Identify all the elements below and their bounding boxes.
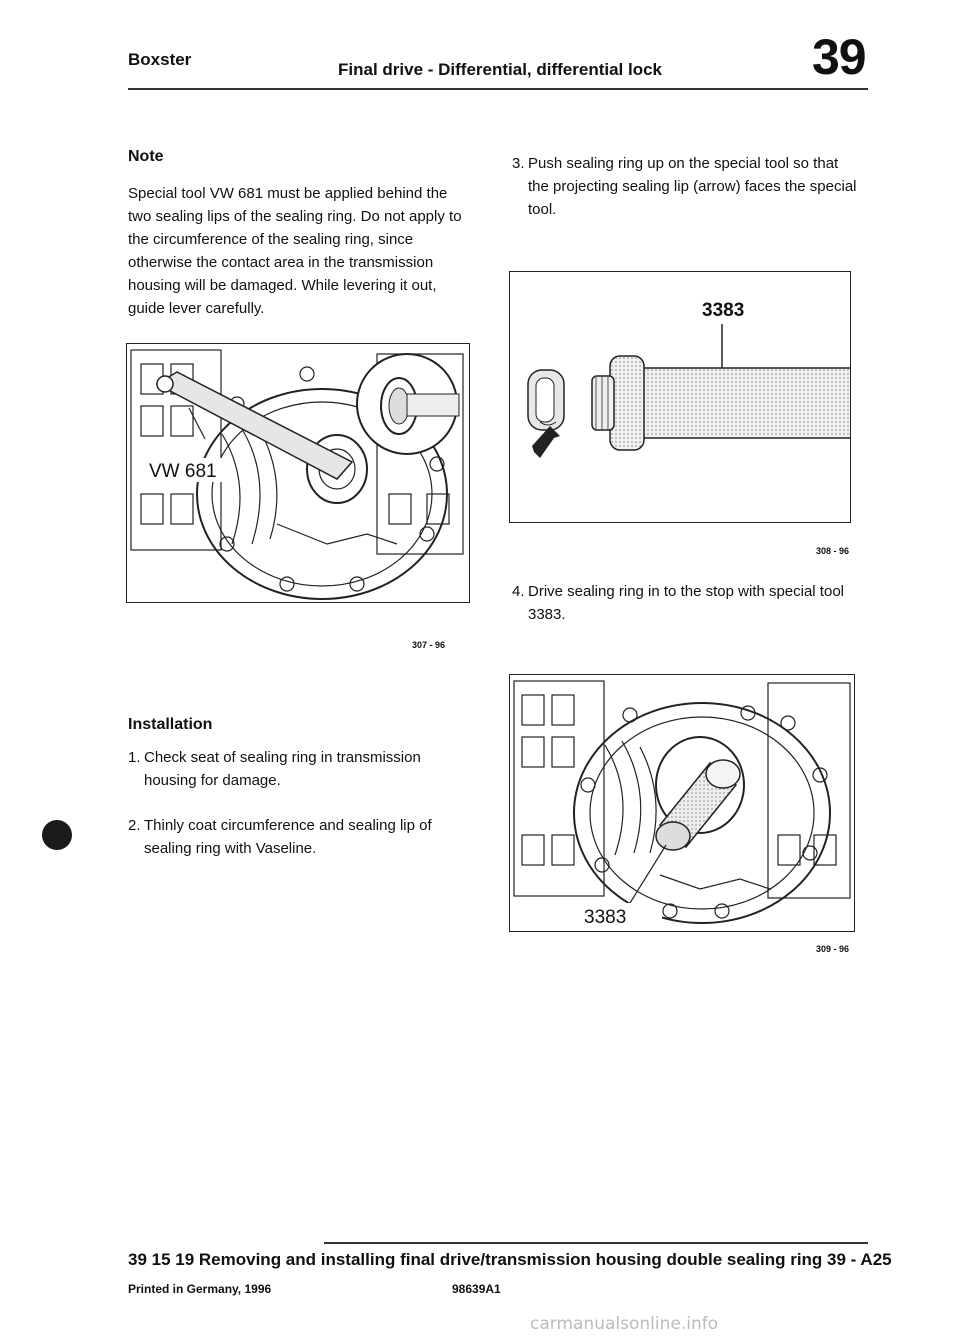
step-text: Check seat of sealing ring in transmission housing for damage. <box>144 749 421 789</box>
installation-step-2 <box>128 814 448 860</box>
figure-code-307-96: 307 - 96 <box>412 640 446 650</box>
figure-code-308-96: 308 - 96 <box>816 546 850 556</box>
installation-step-1 <box>128 746 448 792</box>
footer-part-number: 98639A1 <box>452 1282 501 1296</box>
installation-title: Installation <box>128 716 213 733</box>
header-rule <box>128 88 868 90</box>
binder-punch-hole <box>42 820 72 850</box>
figure-code-309-96: 309 - 96 <box>816 944 850 954</box>
step-text: Drive sealing ring in to the stop with special tool 3383. <box>528 583 844 623</box>
footer-rule <box>324 1242 868 1244</box>
installation-step-3 <box>512 152 862 221</box>
header-title: Final drive - Differential, differential lock <box>338 60 663 79</box>
transmission-lever-illustration <box>127 344 469 602</box>
figure-309-96 <box>509 674 855 932</box>
watermark: carmanualsonline.info <box>530 1314 719 1334</box>
step-number: 4. <box>512 583 525 600</box>
footer-printed: Printed in Germany, 1996 <box>128 1282 272 1296</box>
fig1-tool-label: VW 681 <box>149 461 217 482</box>
installation-step-4 <box>512 580 862 626</box>
step-text: Thinly coat circumference and sealing lip of sealing ring with Vaseline. <box>144 817 432 857</box>
special-tool-illustration <box>510 272 850 522</box>
drive-in-illustration <box>510 675 854 931</box>
fig3-tool-label: 3383 <box>584 907 627 928</box>
footer-title: 39 15 19 Removing and installing final drive/transmission housing double sealing ring 39 - A25 <box>128 1250 892 1269</box>
header-model: Boxster <box>128 50 192 69</box>
header-group-number: 39 <box>812 29 866 85</box>
note-text: Special tool VW 681 must be applied behind the two sealing lips of the sealing ring. Do not apply to the circumference of the sealing ring, since otherwise the contact area in the transmission housing will be damaged. While levering it out, guide lever carefully. <box>128 185 462 317</box>
note-title: Note <box>128 148 164 165</box>
step-text: Push sealing ring up on the special tool so that the projecting sealing lip (arrow) faces the special tool. <box>528 155 857 218</box>
figure-308-96 <box>509 271 851 523</box>
figure-307-96 <box>126 343 470 603</box>
step-number: 3. <box>512 155 525 172</box>
fig2-tool-label: 3383 <box>702 300 745 321</box>
step-number: 2. <box>128 817 141 834</box>
step-number: 1. <box>128 749 141 766</box>
